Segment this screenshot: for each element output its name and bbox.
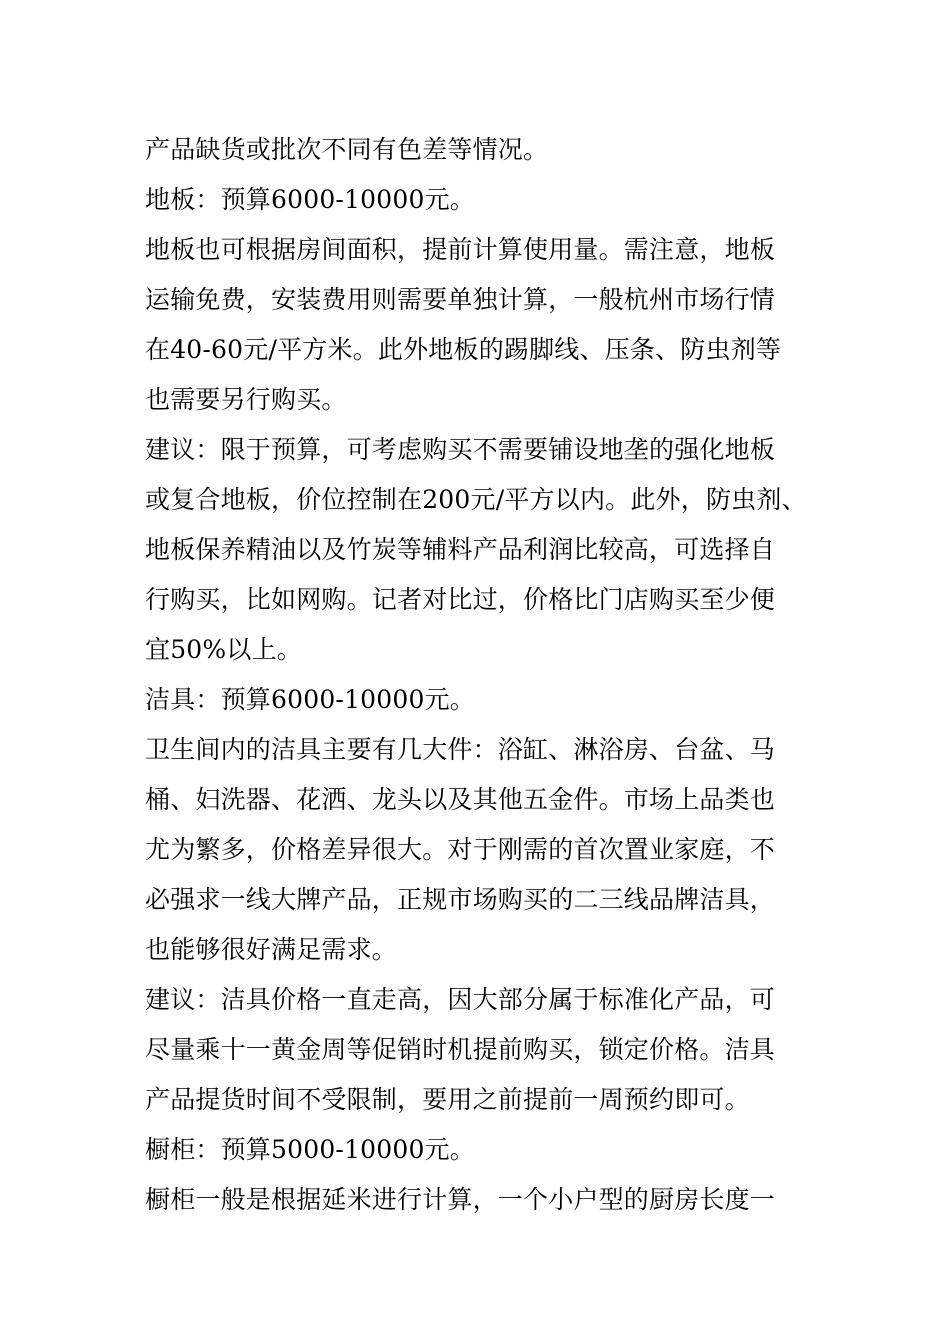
text-line: 也能够很好满足需求。 <box>145 935 398 964</box>
text-line: 卫生间内的洁具主要有几大件：浴缸、淋浴房、台盆、马 <box>145 735 776 764</box>
text-line: 桶、妇洗器、花洒、龙头以及其他五金件。市场上品类也 <box>145 785 776 814</box>
text-line: 建议：限于预算，可考虑购买不需要铺设地垄的强化地板 <box>145 435 776 464</box>
section-heading-sanitary: 洁具：预算6000-10000元。 <box>145 685 475 714</box>
text-line: 建议：洁具价格一直走高，因大部分属于标准化产品，可 <box>145 985 776 1014</box>
text-line: 产品提货时间不受限制，要用之前提前一周预约即可。 <box>145 1085 750 1114</box>
document-body <box>145 125 835 1225</box>
text-line: 橱柜一般是根据延米进行计算，一个小户型的厨房长度一 <box>145 1185 776 1214</box>
text-line: 也需要另行购买。 <box>145 385 347 414</box>
text-line: 产品缺货或批次不同有色差等情况。 <box>145 135 549 164</box>
section-heading-cabinet: 橱柜：预算5000-10000元。 <box>145 1135 475 1164</box>
text-line: 尽量乘十一黄金周等促销时机提前购买，锁定价格。洁具 <box>145 1035 776 1064</box>
text-line: 行购买，比如网购。记者对比过，价格比门店购买至少便 <box>145 585 776 614</box>
text-line: 宜50%以上。 <box>145 635 302 664</box>
text-line: 尤为繁多，价格差异很大。对于刚需的首次置业家庭，不 <box>145 835 776 864</box>
text-line: 地板保养精油以及竹炭等辅料产品利润比较高，可选择自 <box>145 535 776 564</box>
text-line: 运输免费，安装费用则需要单独计算，一般杭州市场行情 <box>145 285 776 314</box>
text-line: 在40-60元/平方米。此外地板的踢脚线、压条、防虫剂等 <box>145 335 782 364</box>
text-line: 或复合地板，价位控制在200元/平方以内。此外，防虫剂、 <box>145 485 807 514</box>
section-heading-floor: 地板：预算6000-10000元。 <box>145 185 475 214</box>
text-line: 必强求一线大牌产品，正规市场购买的二三线品牌洁具， <box>145 885 776 914</box>
text-line: 地板也可根据房间面积，提前计算使用量。需注意，地板 <box>145 235 776 264</box>
